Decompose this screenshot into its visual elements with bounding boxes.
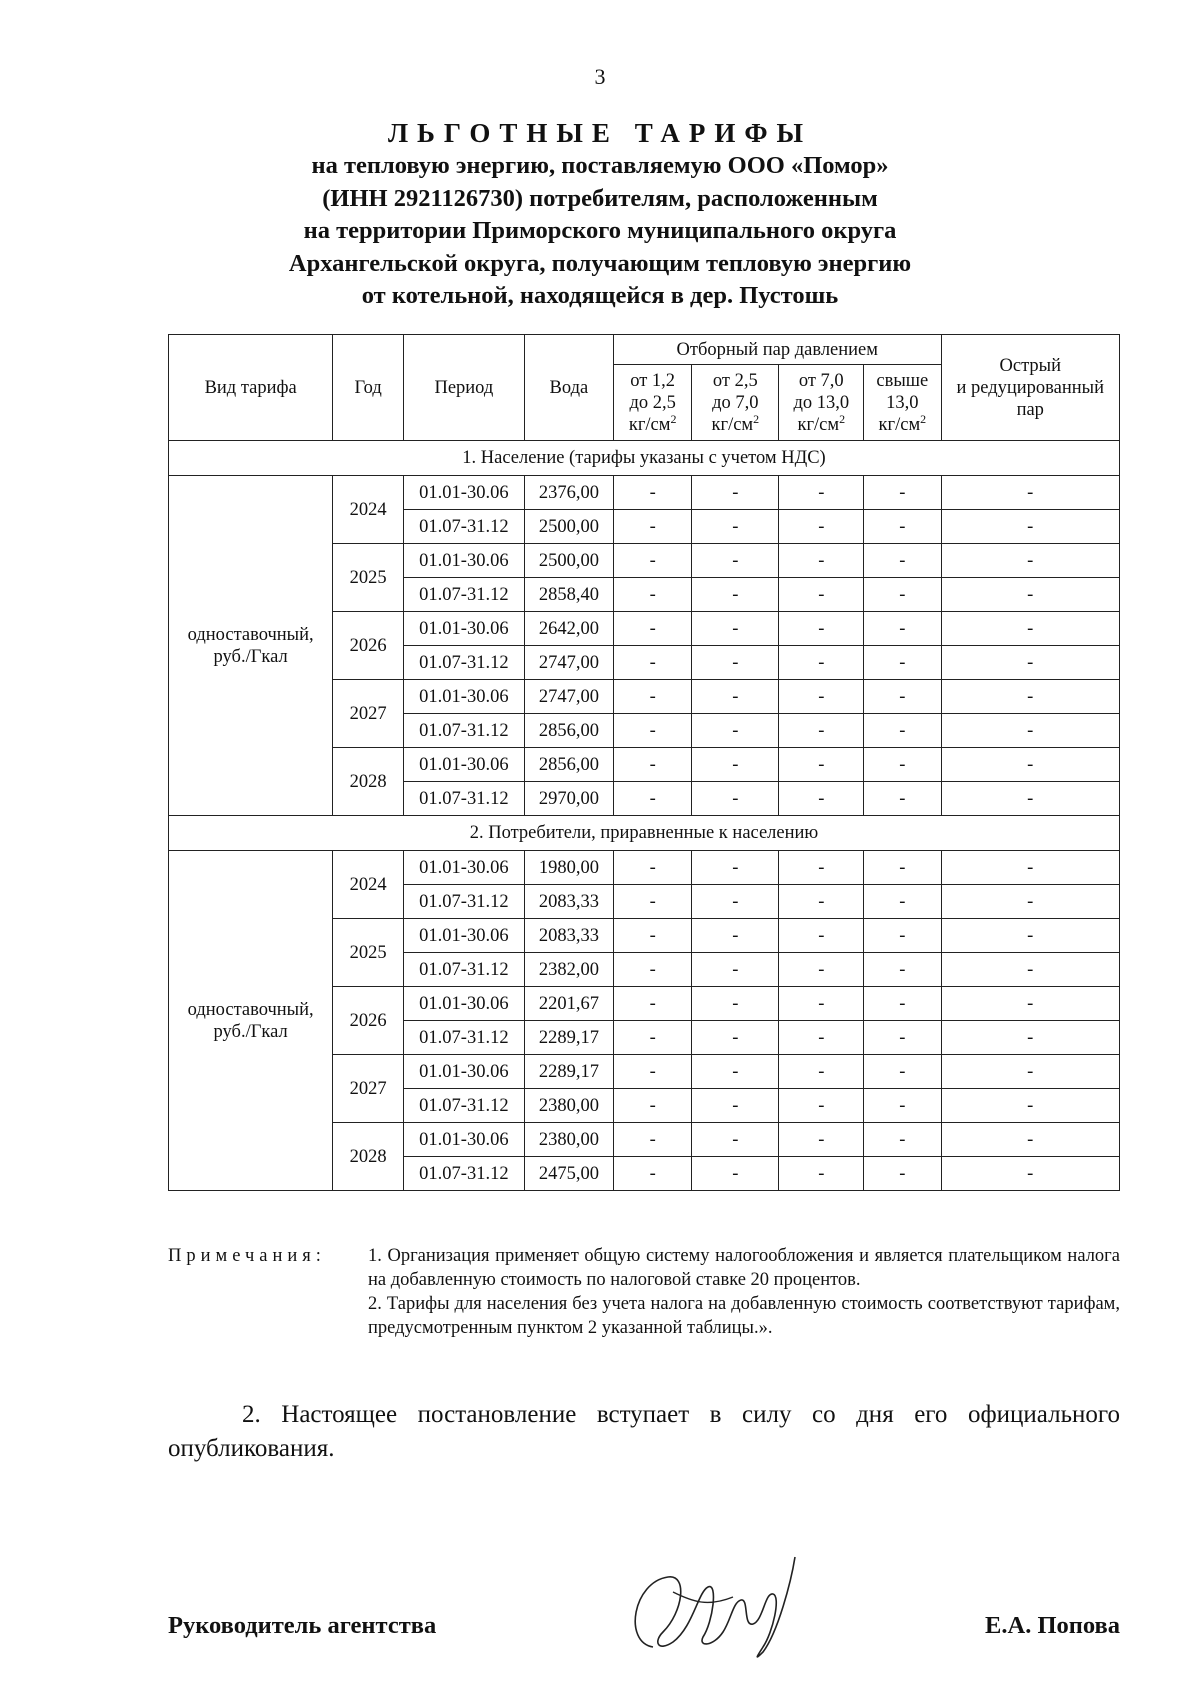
- value-cell: -: [864, 953, 941, 987]
- water-cell: 2380,00: [524, 1089, 613, 1123]
- header-water: Вода: [524, 335, 613, 441]
- value-cell: -: [779, 544, 864, 578]
- header-superscript: 2: [670, 411, 677, 426]
- period-cell: 01.01-30.06: [404, 680, 525, 714]
- header-text: до 7,0: [712, 392, 759, 413]
- value-cell: -: [692, 510, 779, 544]
- value-cell: -: [779, 748, 864, 782]
- header-text: от 7,0: [798, 370, 844, 391]
- value-cell: -: [779, 919, 864, 953]
- value-cell: -: [941, 885, 1120, 919]
- water-cell: 2747,00: [524, 680, 613, 714]
- value-cell: -: [779, 646, 864, 680]
- value-cell: -: [613, 953, 691, 987]
- year-cell: 2027: [333, 1055, 404, 1123]
- value-cell: -: [613, 987, 691, 1021]
- header-text: свыше: [876, 370, 929, 391]
- header-text: Острый: [999, 355, 1061, 376]
- value-cell: -: [864, 1157, 941, 1191]
- tariff-type-text: одноставочный,: [187, 999, 314, 1020]
- water-cell: 2083,33: [524, 919, 613, 953]
- header-text: кг/см: [797, 414, 840, 435]
- water-cell: 2380,00: [524, 1123, 613, 1157]
- value-cell: -: [941, 714, 1120, 748]
- signatory-position: Руководитель агентства: [168, 1612, 437, 1639]
- period-cell: 01.07-31.12: [404, 1021, 525, 1055]
- value-cell: -: [864, 1089, 941, 1123]
- value-cell: -: [779, 510, 864, 544]
- value-cell: -: [941, 1123, 1120, 1157]
- value-cell: -: [864, 919, 941, 953]
- header-steam-1: [613, 365, 691, 441]
- period-cell: 01.01-30.06: [404, 544, 525, 578]
- year-cell: 2028: [333, 748, 404, 816]
- header-superscript: 2: [753, 411, 760, 426]
- period-cell: 01.01-30.06: [404, 1055, 525, 1089]
- year-cell: 2025: [333, 919, 404, 987]
- signature-block: [168, 1552, 1120, 1692]
- water-cell: 2642,00: [524, 612, 613, 646]
- value-cell: -: [779, 476, 864, 510]
- value-cell: -: [941, 851, 1120, 885]
- year-cell: 2027: [333, 680, 404, 748]
- table-row: [169, 476, 1120, 510]
- value-cell: -: [613, 885, 691, 919]
- value-cell: -: [692, 987, 779, 1021]
- notes: [168, 1244, 1120, 1340]
- period-cell: 01.01-30.06: [404, 851, 525, 885]
- title-line: Архангельской округа, получающим тепловую энергию: [288, 249, 912, 277]
- value-cell: -: [864, 1123, 941, 1157]
- header-superscript: 2: [920, 411, 927, 426]
- header-text: до 13,0: [793, 392, 850, 413]
- value-cell: -: [941, 748, 1120, 782]
- value-cell: -: [941, 1055, 1120, 1089]
- period-cell: 01.07-31.12: [404, 510, 525, 544]
- header-superscript: 2: [839, 411, 846, 426]
- header-steam-3: [779, 365, 864, 441]
- notes-label: Примечания:: [168, 1246, 326, 1266]
- value-cell: -: [941, 1021, 1120, 1055]
- value-cell: -: [941, 1157, 1120, 1191]
- tariff-type-cell: [169, 476, 333, 816]
- water-cell: 2856,00: [524, 714, 613, 748]
- decree-paragraph: [168, 1398, 1120, 1466]
- tariff-type-text: одноставочный,: [187, 624, 314, 645]
- value-cell: -: [864, 476, 941, 510]
- value-cell: -: [613, 510, 691, 544]
- value-cell: -: [941, 510, 1120, 544]
- value-cell: -: [779, 612, 864, 646]
- header-text: от 1,2: [630, 370, 676, 391]
- value-cell: -: [864, 782, 941, 816]
- handwritten-signature: [613, 1552, 813, 1672]
- water-cell: 2500,00: [524, 510, 613, 544]
- value-cell: -: [779, 851, 864, 885]
- value-cell: -: [941, 476, 1120, 510]
- value-cell: -: [692, 1123, 779, 1157]
- title-line: на тепловую энергию, поставляемую ООО «Помор»: [311, 152, 889, 179]
- value-cell: -: [692, 782, 779, 816]
- period-cell: 01.07-31.12: [404, 782, 525, 816]
- value-cell: -: [613, 544, 691, 578]
- value-cell: -: [692, 953, 779, 987]
- water-cell: 2201,67: [524, 987, 613, 1021]
- value-cell: -: [864, 851, 941, 885]
- title-heading: ЛЬГОТНЫЕ ТАРИФЫ: [387, 118, 813, 148]
- value-cell: -: [613, 646, 691, 680]
- header-text: кг/см: [878, 414, 921, 435]
- value-cell: -: [941, 782, 1120, 816]
- year-cell: 2026: [333, 612, 404, 680]
- header-sharp-steam: [941, 335, 1120, 441]
- value-cell: -: [692, 1157, 779, 1191]
- value-cell: -: [779, 578, 864, 612]
- value-cell: -: [692, 919, 779, 953]
- water-cell: 2970,00: [524, 782, 613, 816]
- page-number: 3: [594, 64, 606, 89]
- document-title: [150, 116, 1050, 313]
- water-cell: 2289,17: [524, 1021, 613, 1055]
- header-text: до 2,5: [629, 392, 676, 413]
- year-cell: 2024: [333, 851, 404, 919]
- water-cell: 1980,00: [524, 851, 613, 885]
- header-text: 13,0: [886, 392, 919, 413]
- period-cell: 01.01-30.06: [404, 748, 525, 782]
- table-body: [169, 441, 1120, 1191]
- value-cell: -: [692, 748, 779, 782]
- value-cell: -: [864, 885, 941, 919]
- water-cell: 2289,17: [524, 1055, 613, 1089]
- period-cell: 01.07-31.12: [404, 1157, 525, 1191]
- value-cell: -: [941, 919, 1120, 953]
- tariff-type-text: руб./Гкал: [213, 1021, 288, 1042]
- value-cell: -: [779, 1021, 864, 1055]
- value-cell: -: [692, 851, 779, 885]
- value-cell: -: [692, 646, 779, 680]
- water-cell: 2856,00: [524, 748, 613, 782]
- header-unit: [692, 411, 778, 436]
- period-cell: 01.07-31.12: [404, 646, 525, 680]
- period-cell: 01.01-30.06: [404, 476, 525, 510]
- value-cell: -: [613, 680, 691, 714]
- value-cell: -: [864, 510, 941, 544]
- note-item: 1. Организация применяет общую систему налогообложения и является плательщиком налога на добавленную стоимость по налоговой ставке 20 процентов.: [368, 1246, 1120, 1290]
- value-cell: -: [864, 1055, 941, 1089]
- year-cell: 2026: [333, 987, 404, 1055]
- value-cell: -: [864, 612, 941, 646]
- value-cell: -: [941, 1089, 1120, 1123]
- header-steam-2: [692, 365, 779, 441]
- header-unit: [779, 411, 863, 436]
- value-cell: -: [613, 476, 691, 510]
- period-cell: 01.07-31.12: [404, 885, 525, 919]
- value-cell: -: [692, 612, 779, 646]
- period-cell: 01.01-30.06: [404, 612, 525, 646]
- header-text: и редуцированный: [956, 377, 1105, 398]
- value-cell: -: [692, 1055, 779, 1089]
- header-year: Год: [333, 335, 404, 441]
- value-cell: -: [692, 544, 779, 578]
- value-cell: -: [613, 1157, 691, 1191]
- value-cell: -: [613, 782, 691, 816]
- signatory-name: Е.А. Попова: [985, 1612, 1120, 1639]
- header-text: кг/см: [711, 414, 754, 435]
- value-cell: -: [613, 851, 691, 885]
- value-cell: -: [692, 885, 779, 919]
- period-cell: 01.07-31.12: [404, 953, 525, 987]
- header-text: пар: [1016, 399, 1044, 420]
- note-item: 2. Тарифы для населения без учета налога на добавленную стоимость соответствуют тарифам, предусмотренным пунктом 2 указанной таблицы.».: [368, 1294, 1120, 1338]
- value-cell: -: [613, 578, 691, 612]
- value-cell: -: [864, 748, 941, 782]
- water-cell: 2083,33: [524, 885, 613, 919]
- value-cell: -: [779, 885, 864, 919]
- header-steam-group: Отборный пар давлением: [613, 335, 941, 365]
- value-cell: -: [613, 612, 691, 646]
- tariff-type-text: руб./Гкал: [213, 646, 288, 667]
- water-cell: 2475,00: [524, 1157, 613, 1191]
- value-cell: -: [941, 612, 1120, 646]
- header-text: от 2,5: [712, 370, 758, 391]
- value-cell: -: [692, 714, 779, 748]
- value-cell: -: [692, 578, 779, 612]
- period-cell: 01.01-30.06: [404, 919, 525, 953]
- title-line: от котельной, находящейся в дер. Пустошь: [361, 282, 839, 309]
- value-cell: -: [613, 748, 691, 782]
- value-cell: -: [613, 1089, 691, 1123]
- period-cell: 01.07-31.12: [404, 714, 525, 748]
- year-cell: 2028: [333, 1123, 404, 1191]
- section-title: 1. Население (тарифы указаны с учетом НДС): [169, 441, 1120, 476]
- title-line: на территории Приморского муниципального округа: [303, 217, 897, 244]
- period-cell: 01.07-31.12: [404, 1089, 525, 1123]
- value-cell: -: [864, 544, 941, 578]
- section-title: 2. Потребители, приравненные к населению: [169, 816, 1120, 851]
- header-period: Период: [404, 335, 525, 441]
- value-cell: -: [941, 953, 1120, 987]
- year-cell: 2025: [333, 544, 404, 612]
- period-cell: 01.07-31.12: [404, 578, 525, 612]
- tariff-table: [168, 334, 1120, 1191]
- value-cell: -: [613, 1055, 691, 1089]
- value-cell: -: [692, 476, 779, 510]
- value-cell: -: [779, 1123, 864, 1157]
- value-cell: -: [613, 1123, 691, 1157]
- period-cell: 01.01-30.06: [404, 987, 525, 1021]
- value-cell: -: [613, 714, 691, 748]
- value-cell: -: [864, 680, 941, 714]
- value-cell: -: [779, 714, 864, 748]
- value-cell: -: [613, 1021, 691, 1055]
- value-cell: -: [941, 578, 1120, 612]
- value-cell: -: [941, 987, 1120, 1021]
- period-cell: 01.01-30.06: [404, 1123, 525, 1157]
- value-cell: -: [864, 646, 941, 680]
- header-tariff-type: Вид тарифа: [169, 335, 333, 441]
- water-cell: 2858,40: [524, 578, 613, 612]
- value-cell: -: [779, 1089, 864, 1123]
- value-cell: -: [779, 680, 864, 714]
- decree-text: 2. Настоящее постановление вступает в силу со дня его официального опубликования.: [168, 1401, 1120, 1462]
- year-cell: 2024: [333, 476, 404, 544]
- value-cell: -: [941, 646, 1120, 680]
- water-cell: 2747,00: [524, 646, 613, 680]
- value-cell: -: [864, 578, 941, 612]
- value-cell: -: [779, 953, 864, 987]
- table-row: [169, 851, 1120, 885]
- water-cell: 2382,00: [524, 953, 613, 987]
- value-cell: -: [613, 919, 691, 953]
- value-cell: -: [864, 987, 941, 1021]
- header-text: кг/см: [628, 414, 671, 435]
- value-cell: -: [864, 1021, 941, 1055]
- header-steam-4: [864, 365, 941, 441]
- value-cell: -: [692, 1089, 779, 1123]
- value-cell: -: [941, 680, 1120, 714]
- tariff-type-cell: [169, 851, 333, 1191]
- water-cell: 2376,00: [524, 476, 613, 510]
- value-cell: -: [864, 714, 941, 748]
- value-cell: -: [692, 680, 779, 714]
- value-cell: -: [779, 1157, 864, 1191]
- title-line: (ИНН 2921126730) потребителям, расположенным: [322, 184, 878, 212]
- value-cell: -: [941, 544, 1120, 578]
- value-cell: -: [779, 987, 864, 1021]
- value-cell: -: [692, 1021, 779, 1055]
- value-cell: -: [779, 1055, 864, 1089]
- header-unit: [864, 411, 940, 436]
- value-cell: -: [779, 782, 864, 816]
- header-unit: [614, 411, 691, 436]
- water-cell: 2500,00: [524, 544, 613, 578]
